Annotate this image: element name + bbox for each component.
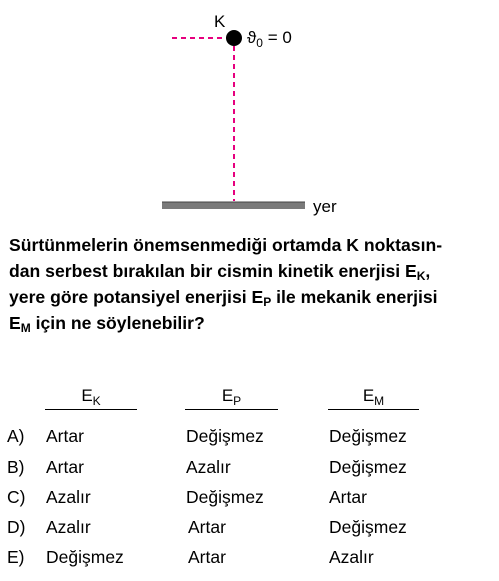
point-k-label: K: [214, 12, 226, 31]
header-ek: [45, 386, 137, 406]
header-em-sub: M: [374, 394, 385, 408]
header-ep-main: E: [221, 386, 234, 405]
option-d-ek: Azalır: [46, 517, 91, 537]
question-line-2-comma: ,: [425, 261, 431, 281]
option-b-em: Değişmez: [329, 457, 407, 477]
question-line-3: [9, 284, 495, 310]
option-a-ek: Artar: [46, 426, 84, 446]
question-line-1: Sürtünmelerin önemsenmediği ortamda K noktasın-: [9, 235, 443, 255]
velocity-symbol: ϑ: [247, 28, 257, 47]
header-ep-sub: P: [233, 394, 242, 408]
velocity-subscript: 0: [256, 36, 263, 50]
question-line-3-text: yere göre potansiyel enerjisi E: [9, 287, 264, 307]
question-line-4-tail: için ne söylenebilir?: [30, 313, 205, 333]
option-letter-d: D): [7, 517, 26, 537]
option-a-ep: Değişmez: [186, 426, 264, 446]
object-ball: [226, 30, 242, 46]
ep-subscript: P: [263, 295, 272, 309]
option-c-ep: Değişmez: [186, 487, 264, 507]
option-b-ek: Artar: [46, 457, 84, 477]
option-e-ep: Artar: [188, 547, 226, 567]
question-line-4: [9, 310, 495, 336]
header-em-main: E: [362, 386, 375, 405]
option-d-ep: Artar: [188, 517, 226, 537]
question-line-2-text: dan serbest bırakılan bir cismin kinetik enerjisi E: [9, 261, 417, 281]
em-subscript: M: [20, 321, 31, 335]
header-ek-rule: [45, 409, 137, 410]
header-em: [328, 386, 419, 406]
option-b-ep: Azalır: [186, 457, 231, 477]
option-a-em: Değişmez: [329, 426, 407, 446]
question-text: [9, 232, 495, 336]
velocity-value: = 0: [267, 28, 292, 47]
header-ek-main: E: [81, 386, 93, 405]
option-letter-c: C): [7, 487, 26, 507]
option-d-em: Değişmez: [329, 517, 407, 537]
option-e-em: Azalır: [329, 547, 374, 567]
initial-velocity-label: [247, 28, 292, 50]
ground-bar: [162, 202, 305, 209]
question-line-4-text: E: [9, 313, 21, 333]
option-letter-a: A): [7, 426, 25, 446]
header-em-rule: [328, 409, 419, 410]
ek-subscript: K: [416, 269, 426, 283]
header-ep-rule: [185, 409, 278, 410]
question-line-2: [9, 258, 495, 284]
option-c-em: Artar: [329, 487, 367, 507]
option-letter-b: B): [7, 457, 25, 477]
header-ep: [185, 386, 278, 406]
option-letter-e: E): [7, 547, 25, 567]
option-e-ek: Değişmez: [46, 547, 124, 567]
question-line-3-tail: ile mekanik enerjisi: [271, 287, 438, 307]
option-c-ek: Azalır: [46, 487, 91, 507]
header-ek-sub: K: [92, 394, 101, 408]
ground-label: yer: [313, 197, 337, 216]
